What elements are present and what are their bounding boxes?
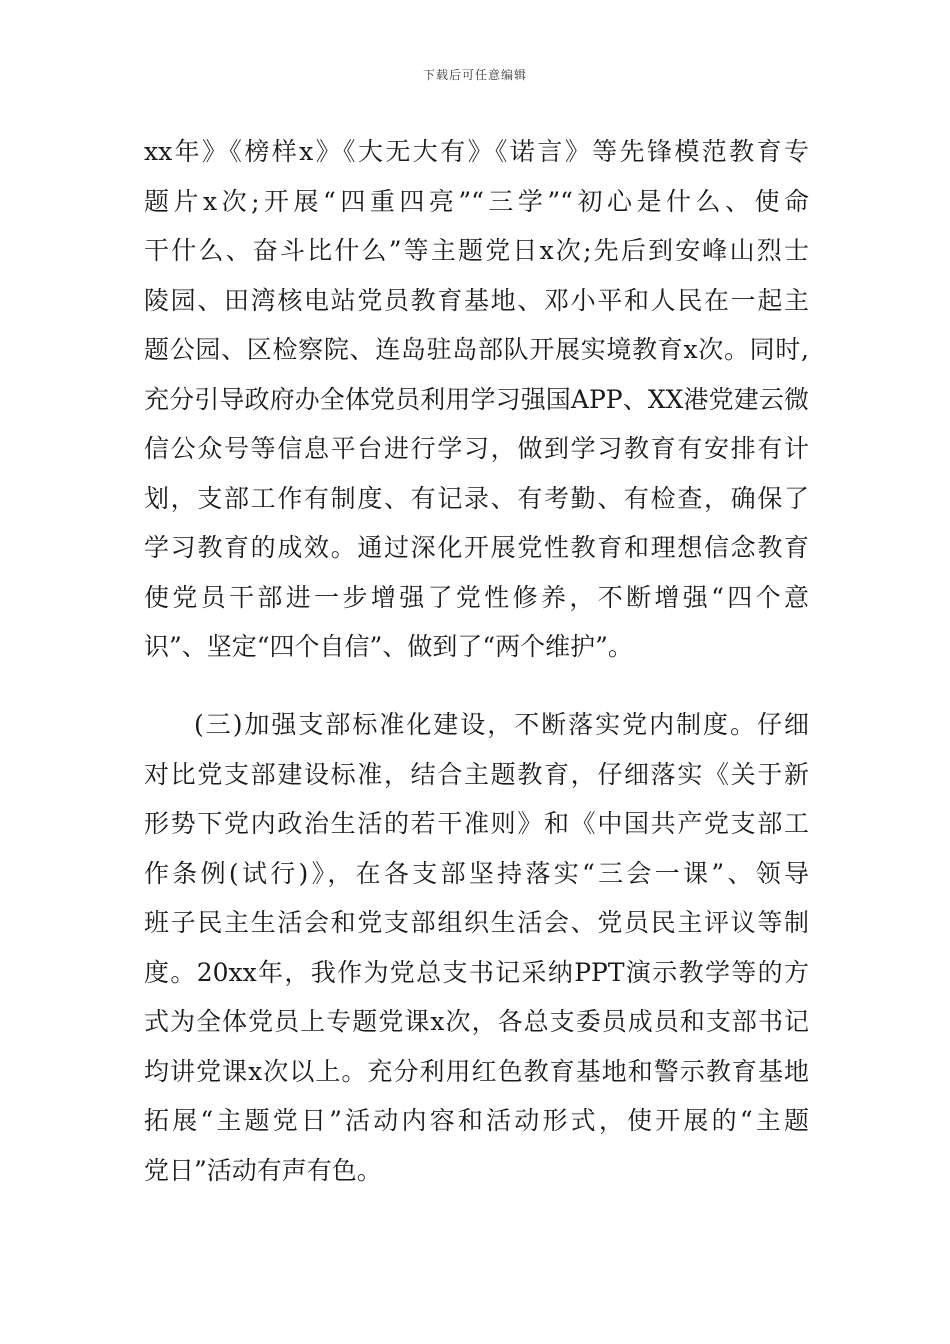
text-line: 对比党支部建设标准，结合主题教育，仔细落实《关于新 [144,759,809,789]
page-header-note: 下载后可任意编辑 [422,68,527,82]
text-line: 使党员干部进一步增强了党性修养，不断增强“四个意 [144,582,809,612]
text-line: 题公园、区检察院、连岛驻岛部队开展实境教育x次。同时, [144,335,809,364]
text-line: 式为全体党员上专题党课x次，各总支委员成员和支部书记 [144,1007,809,1036]
text-line: 形势下党内政治生活的若干准则》和《中国共产党支部工 [144,809,809,838]
text-line: 班子民主生活会和党支部组织生活会、党员民主评议等制 [144,908,809,937]
text-line: 干什么、奋斗比什么”等主题党日x次;先后到安峰山烈士 [144,236,809,265]
text-line: 党日”活动有声有色。 [144,1155,382,1185]
text-line: (三)加强支部标准化建设，不断落实党内制度。仔细 [194,710,809,739]
text-line: 作条例(试行)》，在各支部坚持落实“三会一课”、领导 [144,858,809,888]
text-line: 陵园、田湾核电站党员教育基地、邓小平和人民在一起主 [144,285,809,315]
text-line: 信公众号等信息平台进行学习，做到学习教育有安排有计 [144,434,809,463]
text-line: xx年》《榜样x》《大无大有》《诺言》等先锋模范教育专 [144,137,809,166]
text-line: 均讲党课x次以上。充分利用红色教育基地和警示教育基地 [144,1056,809,1086]
paragraph-education [144,127,809,672]
text-line: 学习教育的成效。通过深化开展党性教育和理想信念教育 [144,533,809,562]
text-line: 拓展“主题党日”活动内容和活动形式，使开展的“主题 [144,1106,809,1135]
text-line: 度。20xx年，我作为党总支书记采纳PPT演示教学等的方 [144,957,809,987]
text-line: 划，支部工作有制度、有记录、有考勤、有检查，确保了 [144,483,809,513]
text-line: 识”、坚定“四个自信”、做到了“两个维护”。 [144,632,633,661]
text-line: 题片x次;开展“四重四亮”“三学”“初心是什么、使命 [144,186,809,216]
text-line: 充分引导政府办全体党员利用学习强国APP、XX港党建云微 [144,384,809,414]
paragraph-branch-standardization [144,700,809,1195]
